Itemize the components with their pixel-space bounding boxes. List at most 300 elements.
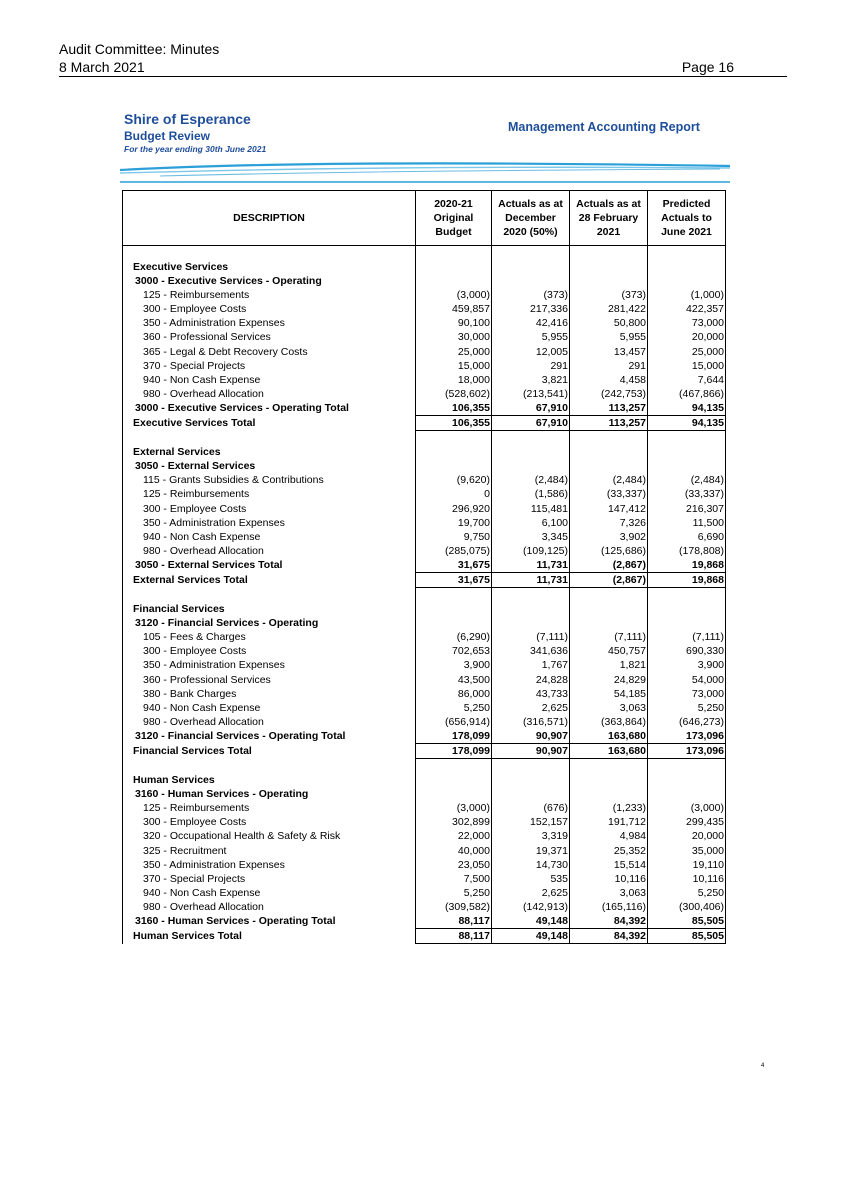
table-row — [123, 900, 726, 914]
description-cell: 3160 - Human Services - Operating Total — [123, 914, 416, 929]
description-cell: 360 - Professional Services — [123, 330, 416, 344]
value-cell: (178,808) — [648, 544, 726, 558]
table-row — [123, 844, 726, 858]
value-cell: 9,750 — [416, 530, 492, 544]
value-cell: (309,582) — [416, 900, 492, 914]
value-cell: 113,257 — [570, 401, 648, 416]
value-cell: 173,096 — [648, 729, 726, 744]
description-cell: 360 - Professional Services — [123, 673, 416, 687]
table-row — [123, 316, 726, 330]
description-cell: 3160 - Human Services - Operating — [123, 787, 416, 801]
value-cell: (213,541) — [492, 387, 570, 401]
value-cell: 3,063 — [570, 701, 648, 715]
description-cell: 300 - Employee Costs — [123, 502, 416, 516]
spacer-cell — [570, 588, 648, 603]
column-header: DESCRIPTION — [123, 191, 416, 246]
budget-table — [122, 190, 726, 944]
value-cell: 40,000 — [416, 844, 492, 858]
description-cell: Human Services Total — [123, 929, 416, 944]
empty-cell — [648, 459, 726, 473]
column-header: Actuals as at December 2020 (50%) — [492, 191, 570, 246]
value-cell: 3,900 — [416, 658, 492, 672]
subtotal-row — [123, 729, 726, 744]
value-cell: 88,117 — [416, 929, 492, 944]
value-cell: 173,096 — [648, 744, 726, 759]
value-cell: (3,000) — [416, 801, 492, 815]
total-row — [123, 744, 726, 759]
description-cell: 300 - Employee Costs — [123, 302, 416, 316]
value-cell: 702,653 — [416, 644, 492, 658]
value-cell: 216,307 — [648, 502, 726, 516]
empty-cell — [492, 602, 570, 616]
empty-cell — [570, 260, 648, 274]
value-cell: (373) — [492, 288, 570, 302]
value-cell: (316,571) — [492, 715, 570, 729]
empty-cell — [416, 459, 492, 473]
value-cell: 7,644 — [648, 373, 726, 387]
value-cell: 5,250 — [416, 701, 492, 715]
table-header-row — [123, 191, 726, 246]
value-cell: 5,250 — [648, 701, 726, 715]
value-cell: (285,075) — [416, 544, 492, 558]
value-cell: 14,730 — [492, 858, 570, 872]
value-cell: (242,753) — [570, 387, 648, 401]
value-cell: 18,000 — [416, 373, 492, 387]
section-row — [123, 602, 726, 616]
value-cell: 3,319 — [492, 829, 570, 843]
value-cell: 43,733 — [492, 687, 570, 701]
table-row — [123, 701, 726, 715]
empty-cell — [492, 260, 570, 274]
description-cell: 320 - Occupational Health & Safety & Risk — [123, 829, 416, 843]
empty-cell — [570, 602, 648, 616]
value-cell: 7,500 — [416, 872, 492, 886]
value-cell: 19,371 — [492, 844, 570, 858]
table-row — [123, 886, 726, 900]
spacer-cell — [648, 246, 726, 261]
value-cell: 450,757 — [570, 644, 648, 658]
table-row — [123, 530, 726, 544]
table-row — [123, 345, 726, 359]
subtotal-row — [123, 914, 726, 929]
table-row — [123, 302, 726, 316]
table-row — [123, 288, 726, 302]
value-cell: 3,902 — [570, 530, 648, 544]
value-cell: 7,326 — [570, 516, 648, 530]
report-name: Budget Review — [124, 129, 211, 143]
table-row — [123, 858, 726, 872]
budget-table-wrap — [122, 190, 725, 942]
table-row — [123, 502, 726, 516]
value-cell: 115,481 — [492, 502, 570, 516]
column-header: 2020-21 Original Budget — [416, 191, 492, 246]
empty-cell — [570, 773, 648, 787]
description-cell: 370 - Special Projects — [123, 359, 416, 373]
value-cell: 5,250 — [416, 886, 492, 900]
description-cell: 980 - Overhead Allocation — [123, 715, 416, 729]
value-cell: 54,185 — [570, 687, 648, 701]
value-cell: 535 — [492, 872, 570, 886]
description-cell: 3050 - External Services — [123, 459, 416, 473]
description-cell: 940 - Non Cash Expense — [123, 530, 416, 544]
value-cell: 299,435 — [648, 815, 726, 829]
value-cell: 19,110 — [648, 858, 726, 872]
value-cell: 191,712 — [570, 815, 648, 829]
description-cell: Human Services — [123, 773, 416, 787]
empty-cell — [648, 602, 726, 616]
value-cell: 2,625 — [492, 886, 570, 900]
value-cell: (2,484) — [570, 473, 648, 487]
table-row — [123, 544, 726, 558]
spacer-cell — [648, 759, 726, 774]
value-cell: (373) — [570, 288, 648, 302]
empty-cell — [492, 616, 570, 630]
value-cell: 94,135 — [648, 401, 726, 416]
total-row — [123, 416, 726, 431]
description-cell: 940 - Non Cash Expense — [123, 886, 416, 900]
value-cell: 296,920 — [416, 502, 492, 516]
subtotal-row — [123, 558, 726, 573]
value-cell: 84,392 — [570, 914, 648, 929]
value-cell: 86,000 — [416, 687, 492, 701]
spacer-cell — [492, 431, 570, 446]
spacer-cell — [648, 431, 726, 446]
value-cell: 106,355 — [416, 401, 492, 416]
empty-cell — [416, 616, 492, 630]
description-cell: External Services Total — [123, 572, 416, 587]
value-cell: (142,913) — [492, 900, 570, 914]
value-cell: 291 — [492, 359, 570, 373]
value-cell: 54,000 — [648, 673, 726, 687]
description-cell: 940 - Non Cash Expense — [123, 701, 416, 715]
description-cell: 350 - Administration Expenses — [123, 316, 416, 330]
value-cell: 20,000 — [648, 330, 726, 344]
description-cell: 3000 - Executive Services - Operating Total — [123, 401, 416, 416]
value-cell: 147,412 — [570, 502, 648, 516]
description-cell: 125 - Reimbursements — [123, 801, 416, 815]
empty-cell — [416, 602, 492, 616]
value-cell: 2,625 — [492, 701, 570, 715]
value-cell: 1,767 — [492, 658, 570, 672]
value-cell: 42,416 — [492, 316, 570, 330]
value-cell: 31,675 — [416, 572, 492, 587]
empty-cell — [492, 773, 570, 787]
value-cell: 84,392 — [570, 929, 648, 944]
description-cell: Executive Services — [123, 260, 416, 274]
header-date: 8 March 2021 — [59, 59, 145, 75]
subsection-row — [123, 787, 726, 801]
value-cell: 178,099 — [416, 744, 492, 759]
value-cell: 22,000 — [416, 829, 492, 843]
description-cell: 350 - Administration Expenses — [123, 858, 416, 872]
value-cell: (2,484) — [492, 473, 570, 487]
value-cell: (676) — [492, 801, 570, 815]
description-cell: 370 - Special Projects — [123, 872, 416, 886]
empty-cell — [416, 787, 492, 801]
description-cell: 115 - Grants Subsidies & Contributions — [123, 473, 416, 487]
value-cell: (7,111) — [570, 630, 648, 644]
description-cell: 3050 - External Services Total — [123, 558, 416, 573]
value-cell: 291 — [570, 359, 648, 373]
value-cell: (363,864) — [570, 715, 648, 729]
empty-cell — [416, 274, 492, 288]
empty-cell — [570, 616, 648, 630]
column-header: Actuals as at 28 February 2021 — [570, 191, 648, 246]
empty-cell — [492, 445, 570, 459]
value-cell: 281,422 — [570, 302, 648, 316]
description-cell: 980 - Overhead Allocation — [123, 544, 416, 558]
description-cell: Executive Services Total — [123, 416, 416, 431]
empty-cell — [570, 274, 648, 288]
value-cell: 113,257 — [570, 416, 648, 431]
value-cell: 302,899 — [416, 815, 492, 829]
value-cell: 25,000 — [648, 345, 726, 359]
value-cell: (2,484) — [648, 473, 726, 487]
empty-cell — [492, 274, 570, 288]
description-cell: Financial Services Total — [123, 744, 416, 759]
page-marker: 4 — [761, 1063, 765, 1069]
spacer-row — [123, 588, 726, 603]
table-row — [123, 801, 726, 815]
value-cell: (3,000) — [416, 288, 492, 302]
table-row — [123, 815, 726, 829]
description-cell: 350 - Administration Expenses — [123, 658, 416, 672]
value-cell: 422,357 — [648, 302, 726, 316]
value-cell: (1,233) — [570, 801, 648, 815]
value-cell: (467,866) — [648, 387, 726, 401]
value-cell: 73,000 — [648, 316, 726, 330]
value-cell: (165,116) — [570, 900, 648, 914]
empty-cell — [648, 260, 726, 274]
value-cell: 3,345 — [492, 530, 570, 544]
spacer-cell — [123, 759, 416, 774]
table-row — [123, 715, 726, 729]
description-cell: 980 - Overhead Allocation — [123, 387, 416, 401]
spacer-cell — [416, 588, 492, 603]
value-cell: 90,100 — [416, 316, 492, 330]
table-row — [123, 829, 726, 843]
value-cell: (3,000) — [648, 801, 726, 815]
description-cell: 300 - Employee Costs — [123, 815, 416, 829]
empty-cell — [492, 459, 570, 473]
value-cell: 4,984 — [570, 829, 648, 843]
value-cell: 25,000 — [416, 345, 492, 359]
description-cell: Financial Services — [123, 602, 416, 616]
value-cell: 12,005 — [492, 345, 570, 359]
description-cell: 380 - Bank Charges — [123, 687, 416, 701]
value-cell: 15,514 — [570, 858, 648, 872]
value-cell: 67,910 — [492, 401, 570, 416]
spacer-cell — [123, 588, 416, 603]
value-cell: 15,000 — [648, 359, 726, 373]
description-cell: 365 - Legal & Debt Recovery Costs — [123, 345, 416, 359]
value-cell: 5,250 — [648, 886, 726, 900]
empty-cell — [492, 787, 570, 801]
value-cell: 163,680 — [570, 729, 648, 744]
subsection-row — [123, 459, 726, 473]
value-cell: 5,955 — [570, 330, 648, 344]
value-cell: (6,290) — [416, 630, 492, 644]
spacer-cell — [648, 588, 726, 603]
value-cell: 90,907 — [492, 744, 570, 759]
spacer-cell — [492, 759, 570, 774]
value-cell: 30,000 — [416, 330, 492, 344]
report-period: For the year ending 30th June 2021 — [124, 144, 267, 154]
empty-cell — [570, 445, 648, 459]
report-heading — [124, 111, 266, 155]
subsection-row — [123, 274, 726, 288]
value-cell: 152,157 — [492, 815, 570, 829]
value-cell: 3,821 — [492, 373, 570, 387]
table-row — [123, 359, 726, 373]
table-bottom — [122, 941, 725, 942]
empty-cell — [416, 445, 492, 459]
value-cell: 50,800 — [570, 316, 648, 330]
value-cell: 11,731 — [492, 558, 570, 573]
value-cell: 49,148 — [492, 914, 570, 929]
table-row — [123, 658, 726, 672]
value-cell: 341,636 — [492, 644, 570, 658]
page-number: Page 16 — [681, 59, 734, 75]
empty-cell — [570, 459, 648, 473]
value-cell: 35,000 — [648, 844, 726, 858]
value-cell: 163,680 — [570, 744, 648, 759]
value-cell: 43,500 — [416, 673, 492, 687]
spacer-cell — [492, 588, 570, 603]
description-cell: 3000 - Executive Services - Operating — [123, 274, 416, 288]
value-cell: 690,330 — [648, 644, 726, 658]
value-cell: 90,907 — [492, 729, 570, 744]
header-divider — [59, 76, 787, 77]
table-row — [123, 630, 726, 644]
header-title: Audit Committee: Minutes — [59, 41, 220, 57]
value-cell: 6,690 — [648, 530, 726, 544]
table-row — [123, 330, 726, 344]
spacer-cell — [570, 246, 648, 261]
table-row — [123, 673, 726, 687]
value-cell: 0 — [416, 487, 492, 501]
value-cell: 3,900 — [648, 658, 726, 672]
table-row — [123, 687, 726, 701]
description-cell: 940 - Non Cash Expense — [123, 373, 416, 387]
value-cell: 217,336 — [492, 302, 570, 316]
spacer-cell — [416, 759, 492, 774]
value-cell: 4,458 — [570, 373, 648, 387]
value-cell: (33,337) — [570, 487, 648, 501]
value-cell: 24,828 — [492, 673, 570, 687]
empty-cell — [648, 616, 726, 630]
value-cell: 10,116 — [648, 872, 726, 886]
value-cell: 19,700 — [416, 516, 492, 530]
value-cell: 178,099 — [416, 729, 492, 744]
org-name: Shire of Esperance — [124, 111, 251, 127]
decorative-swoosh — [120, 160, 730, 186]
spacer-cell — [416, 246, 492, 261]
value-cell: (1,586) — [492, 487, 570, 501]
table-row — [123, 373, 726, 387]
value-cell: 24,829 — [570, 673, 648, 687]
description-cell: 105 - Fees & Charges — [123, 630, 416, 644]
value-cell: 106,355 — [416, 416, 492, 431]
section-row — [123, 445, 726, 459]
value-cell: 85,505 — [648, 914, 726, 929]
report-type: Management Accounting Report — [508, 120, 700, 134]
value-cell: 3,063 — [570, 886, 648, 900]
description-cell: External Services — [123, 445, 416, 459]
empty-cell — [416, 260, 492, 274]
empty-cell — [570, 787, 648, 801]
spacer-cell — [123, 246, 416, 261]
value-cell: 11,731 — [492, 572, 570, 587]
value-cell: (646,273) — [648, 715, 726, 729]
empty-cell — [648, 787, 726, 801]
description-cell: 980 - Overhead Allocation — [123, 900, 416, 914]
value-cell: (7,111) — [648, 630, 726, 644]
subsection-row — [123, 616, 726, 630]
description-cell: 3120 - Financial Services - Operating — [123, 616, 416, 630]
spacer-row — [123, 431, 726, 446]
value-cell: 15,000 — [416, 359, 492, 373]
value-cell: 20,000 — [648, 829, 726, 843]
value-cell: 88,117 — [416, 914, 492, 929]
value-cell: 13,457 — [570, 345, 648, 359]
table-row — [123, 473, 726, 487]
value-cell: (2,867) — [570, 558, 648, 573]
description-cell: 350 - Administration Expenses — [123, 516, 416, 530]
description-cell: 325 - Recruitment — [123, 844, 416, 858]
table-row — [123, 644, 726, 658]
value-cell: 49,148 — [492, 929, 570, 944]
spacer-cell — [492, 246, 570, 261]
value-cell: 5,955 — [492, 330, 570, 344]
value-cell: 67,910 — [492, 416, 570, 431]
spacer-row — [123, 759, 726, 774]
description-cell: 300 - Employee Costs — [123, 644, 416, 658]
value-cell: (528,602) — [416, 387, 492, 401]
column-header: Predicted Actuals to June 2021 — [648, 191, 726, 246]
table-row — [123, 872, 726, 886]
value-cell: (656,914) — [416, 715, 492, 729]
subtotal-row — [123, 401, 726, 416]
value-cell: 1,821 — [570, 658, 648, 672]
value-cell: 23,050 — [416, 858, 492, 872]
value-cell: 25,352 — [570, 844, 648, 858]
table-row — [123, 487, 726, 501]
value-cell: 11,500 — [648, 516, 726, 530]
value-cell: 31,675 — [416, 558, 492, 573]
value-cell: (33,337) — [648, 487, 726, 501]
value-cell: 73,000 — [648, 687, 726, 701]
total-row — [123, 572, 726, 587]
spacer-cell — [570, 431, 648, 446]
empty-cell — [416, 773, 492, 787]
empty-cell — [648, 773, 726, 787]
value-cell: 85,505 — [648, 929, 726, 944]
empty-cell — [648, 445, 726, 459]
section-row — [123, 260, 726, 274]
description-cell: 125 - Reimbursements — [123, 288, 416, 302]
description-cell: 125 - Reimbursements — [123, 487, 416, 501]
value-cell: 6,100 — [492, 516, 570, 530]
empty-cell — [648, 274, 726, 288]
spacer-cell — [570, 759, 648, 774]
value-cell: 19,868 — [648, 558, 726, 573]
table-row — [123, 387, 726, 401]
value-cell: (109,125) — [492, 544, 570, 558]
document-header — [59, 40, 219, 76]
spacer-cell — [416, 431, 492, 446]
value-cell: (1,000) — [648, 288, 726, 302]
